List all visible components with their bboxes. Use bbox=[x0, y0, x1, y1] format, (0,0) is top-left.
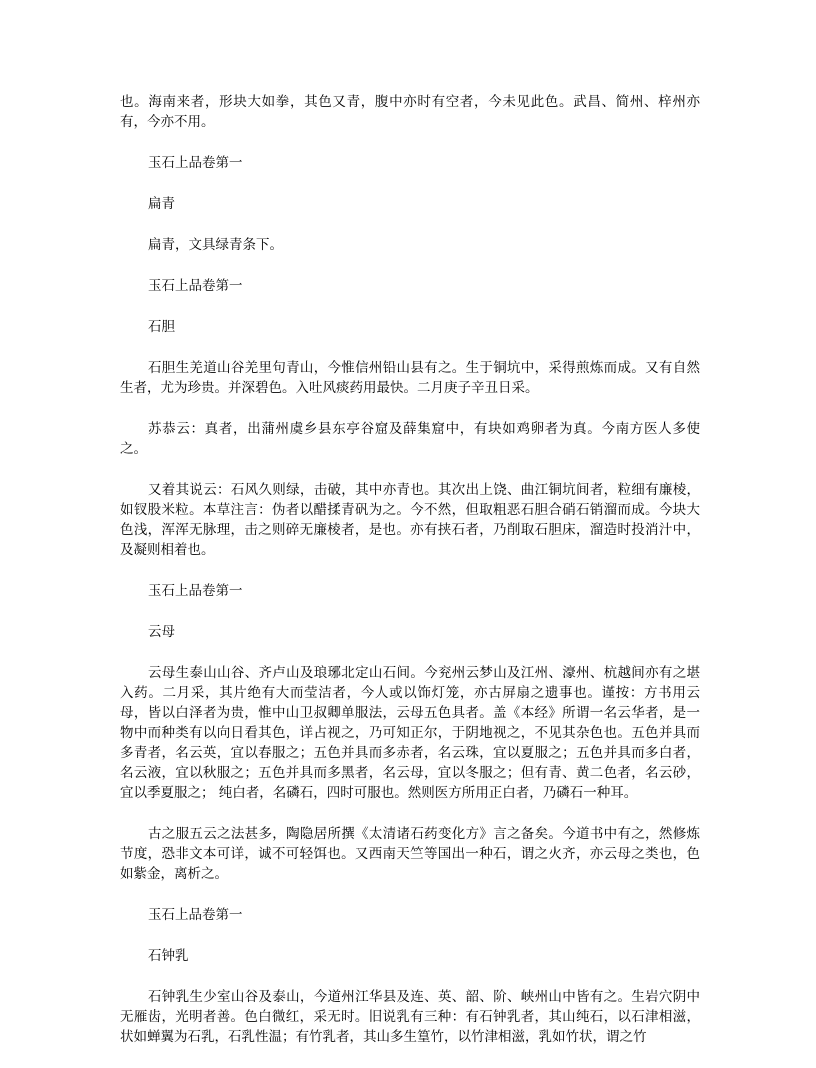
paragraph-shidan-2: 苏恭云：真者，出蒲州虞乡县东亭谷窟及薛集窟中，有块如鸡卵者为真。今南方医人多使之。 bbox=[120, 421, 700, 457]
chapter-heading: 玉石上品卷第一 bbox=[148, 278, 243, 294]
paragraph-yunmu-2: 古之服五云之法甚多，陶隐居所撰《太清诸石药变化方》言之备矣。今道书中有之，然修炼节度，恐非文本可详，诚不可轻饵也。又西南天竺等国出一种石，谓之火齐，亦云母之类也，色如紫金，离析之。 bbox=[120, 826, 700, 882]
chapter-heading: 玉石上品卷第一 bbox=[148, 583, 243, 599]
paragraph-yunmu-1: 云母生泰山山谷、齐卢山及琅琊北定山石间。今兖州云梦山及江州、濠州、杭越间亦有之堪入药。二月采，其片绝有大而莹洁者，今人或以饰灯笼，亦古屏扇之遗事也。谨按：方书用云母，皆以白泽者为贵，惟中山卫叔卿单服法，云母五色具者。盖《本经》所谓一名云华者，是一物中而种类有以向日看其色，详占视之，乃可知正尔，于阴地视之，不见其杂色也。五色并具而多青者，名云英，宜以春服之；五色并具而多赤者，名云珠，宜以夏服之；五色并具而多白者，名云液，宜以秋服之；五色并具而多黑者，名云母，宜以冬服之；但有青、黄二色者，名云砂，宜以季夏服之； 纯白者，名磷石，四时可服也。然则医方所用正白者，乃磷石一种耳。 bbox=[120, 665, 700, 801]
paragraph-shidan-3: 又着其说云：石风久则绿，击破，其中亦青也。其次出上饶、曲江铜坑间者，粒细有廉棱，如钗股米粒。本草注言：伪者以醋揉青矾为之。今不然，但取粗恶石胆合硝石销溜而成。今块大色浅，浑浑无脉理，击之则碎无廉棱者，是也。亦有挟石者，乃削取石胆床，溜造时投消汁中，及凝则相着也。 bbox=[120, 482, 700, 558]
entry-title-bianqing: 扁青 bbox=[148, 196, 175, 212]
document-page bbox=[120, 92, 700, 1068]
entry-title-yunmu: 云母 bbox=[148, 624, 175, 640]
paragraph-bianqing: 扁青，文具绿青条下。 bbox=[148, 237, 283, 253]
paragraph-continuation: 也。海南来者，形块大如拳，其色又青，腹中亦时有空者，今未见此色。武昌、简州、梓州亦有，今亦不用。 bbox=[120, 94, 700, 130]
entry-title-shidan: 石胆 bbox=[148, 319, 175, 335]
chapter-heading: 玉石上品卷第一 bbox=[148, 155, 243, 171]
chapter-heading: 玉石上品卷第一 bbox=[148, 907, 243, 923]
entry-title-shizhongru: 石钟乳 bbox=[148, 948, 189, 964]
paragraph-shizhongru: 石钟乳生少室山谷及泰山，今道州江华县及连、英、韶、阶、峡州山中皆有之。生岩穴阴中无雁齿，光明者善。色白微红，采无时。旧说乳有三种：有石钟乳者，其山纯石，以石津相滋，状如蝉翼为石乳，石乳性温；有竹乳者，其山多生篁竹，以竹津相滋，乳如竹状，谓之竹 bbox=[120, 989, 700, 1045]
paragraph-shidan-1: 石胆生羌道山谷羌里句青山，今惟信州铅山县有之。生于铜坑中，采得煎炼而成。又有自然生者，尤为珍贵。并深碧色。入吐风痰药用最快。二月庚子辛丑日采。 bbox=[120, 360, 700, 396]
